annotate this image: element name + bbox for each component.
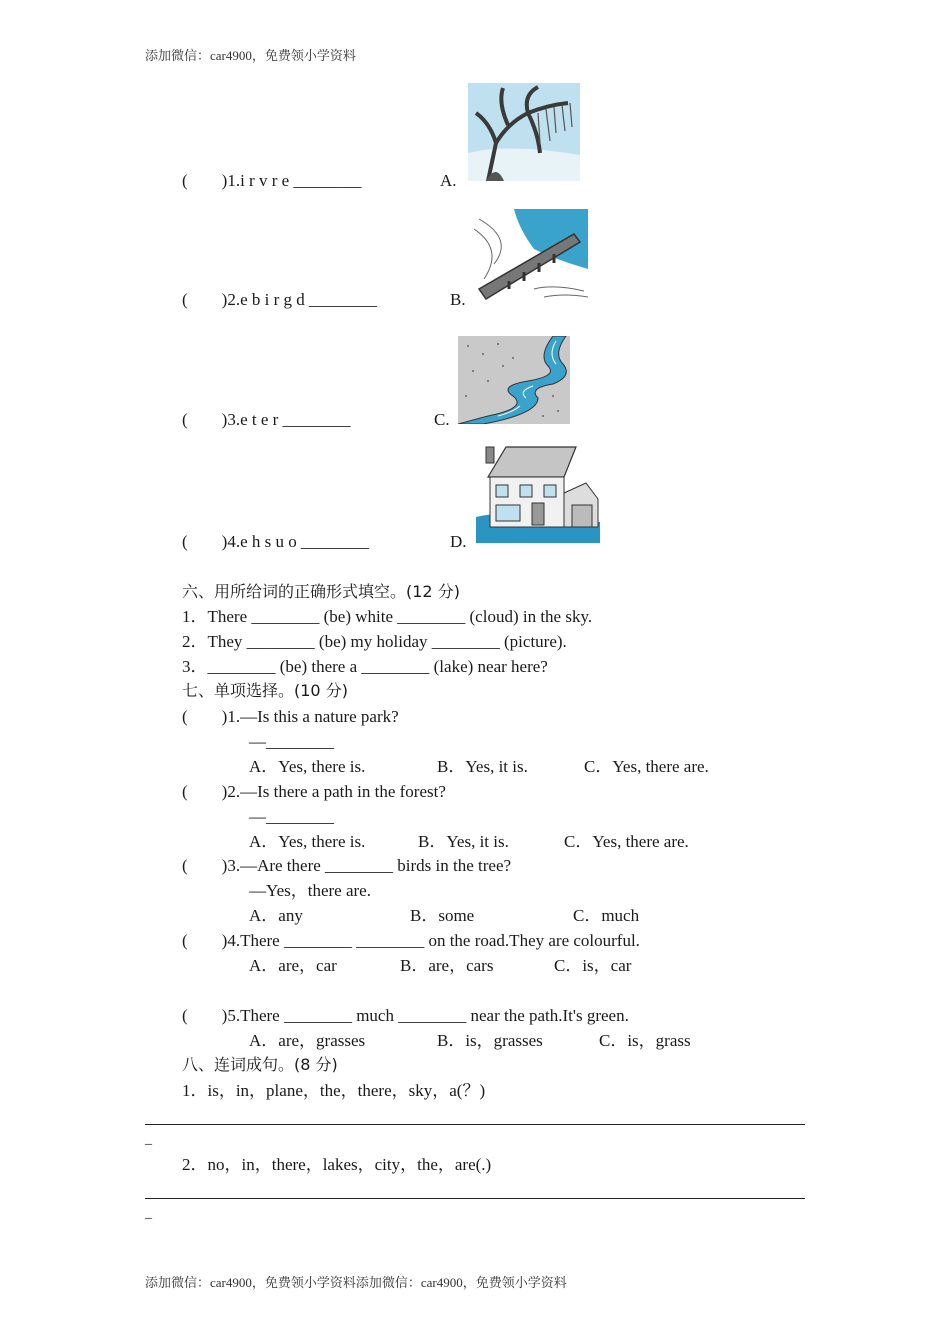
sentence-item-1: 1．is，in，plane，the，there，sky，a(？) (182, 1081, 486, 1100)
choice-2-option-c: C．Yes, there are. (564, 832, 689, 851)
bridge-picture (474, 209, 588, 301)
answer-line-2 (145, 1198, 805, 1199)
match-question-4: ( )4.e h s u o ________ (182, 532, 369, 551)
choice-answer-blank-1: —________ (249, 732, 334, 751)
choice-question-5: ( )5.There ________ much ________ near the path.It's green. (182, 1006, 629, 1025)
section-6-item-3: 3．________ (be) there a ________ (lake) near here? (182, 657, 548, 676)
choice-4-option-c: C．is，car (554, 956, 632, 975)
choice-answer-blank-2: —________ (249, 807, 334, 826)
choice-1-option-c: C．Yes, there are. (584, 757, 709, 776)
choice-answer-3: —Yes，there are. (249, 881, 371, 900)
choice-5-option-a: A．are，grasses (249, 1031, 366, 1050)
choice-5-option-c: C．is，grass (599, 1031, 691, 1050)
choice-question-2: ( )2.—Is there a path in the forest? (182, 782, 446, 801)
choice-question-3: ( )3.—Are there ________ birds in the tree? (182, 856, 512, 875)
choice-4-option-a: A．are，car (249, 956, 337, 975)
match-question-1: ( )1.i r v r e ________ (182, 171, 362, 190)
choice-question-1: ( )1.—Is this a nature park? (182, 707, 399, 726)
sentence-item-2: 2．no，in，there，lakes，city，the，are(.) (182, 1155, 492, 1174)
match-option-c: C. (434, 410, 450, 429)
choice-2-option-b: B．Yes, it is. (418, 832, 509, 851)
match-option-d: D. (450, 532, 467, 551)
choice-3-option-b: B．some (410, 906, 475, 925)
choice-5-option-b: B．is，grasses (437, 1031, 543, 1050)
choice-3-option-c: C．much (573, 906, 640, 925)
match-option-b: B. (450, 290, 466, 309)
section-6-title: 六、用所给词的正确形式填空。(12 分) (182, 582, 460, 601)
section-8-title: 八、连词成句。(8 分) (182, 1055, 338, 1074)
match-option-a: A. (440, 171, 457, 190)
choice-4-option-b: B．are，cars (400, 956, 494, 975)
page-footer: 添加微信：car4900，免费领小学资料添加微信：car4900，免费领小学资料 (145, 1275, 567, 1290)
choice-question-4: ( )4.There ________ ________ on the road.They are colourful. (182, 931, 640, 950)
river-picture (458, 336, 570, 424)
choice-3-option-a: A．any (249, 906, 303, 925)
answer-line-2-tail: _ (145, 1206, 152, 1221)
section-6-item-1: 1．There ________ (be) white ________ (cloud) in the sky. (182, 607, 593, 626)
section-7-title: 七、单项选择。(10 分) (182, 681, 348, 700)
choice-2-option-a: A．Yes, there is. (249, 832, 366, 851)
match-question-3: ( )3.e t e r ________ (182, 410, 351, 429)
section-6-item-2: 2．They ________ (be) my holiday ________ (picture). (182, 632, 567, 651)
house-picture (476, 437, 600, 543)
page-header: 添加微信：car4900，免费领小学资料 (145, 48, 356, 63)
answer-line-1 (145, 1124, 805, 1125)
answer-line-1-tail: _ (145, 1132, 152, 1147)
match-question-2: ( )2.e b i r g d ________ (182, 290, 378, 309)
choice-1-option-b: B．Yes, it is. (437, 757, 528, 776)
choice-1-option-a: A．Yes, there is. (249, 757, 366, 776)
tree-picture (468, 83, 580, 181)
